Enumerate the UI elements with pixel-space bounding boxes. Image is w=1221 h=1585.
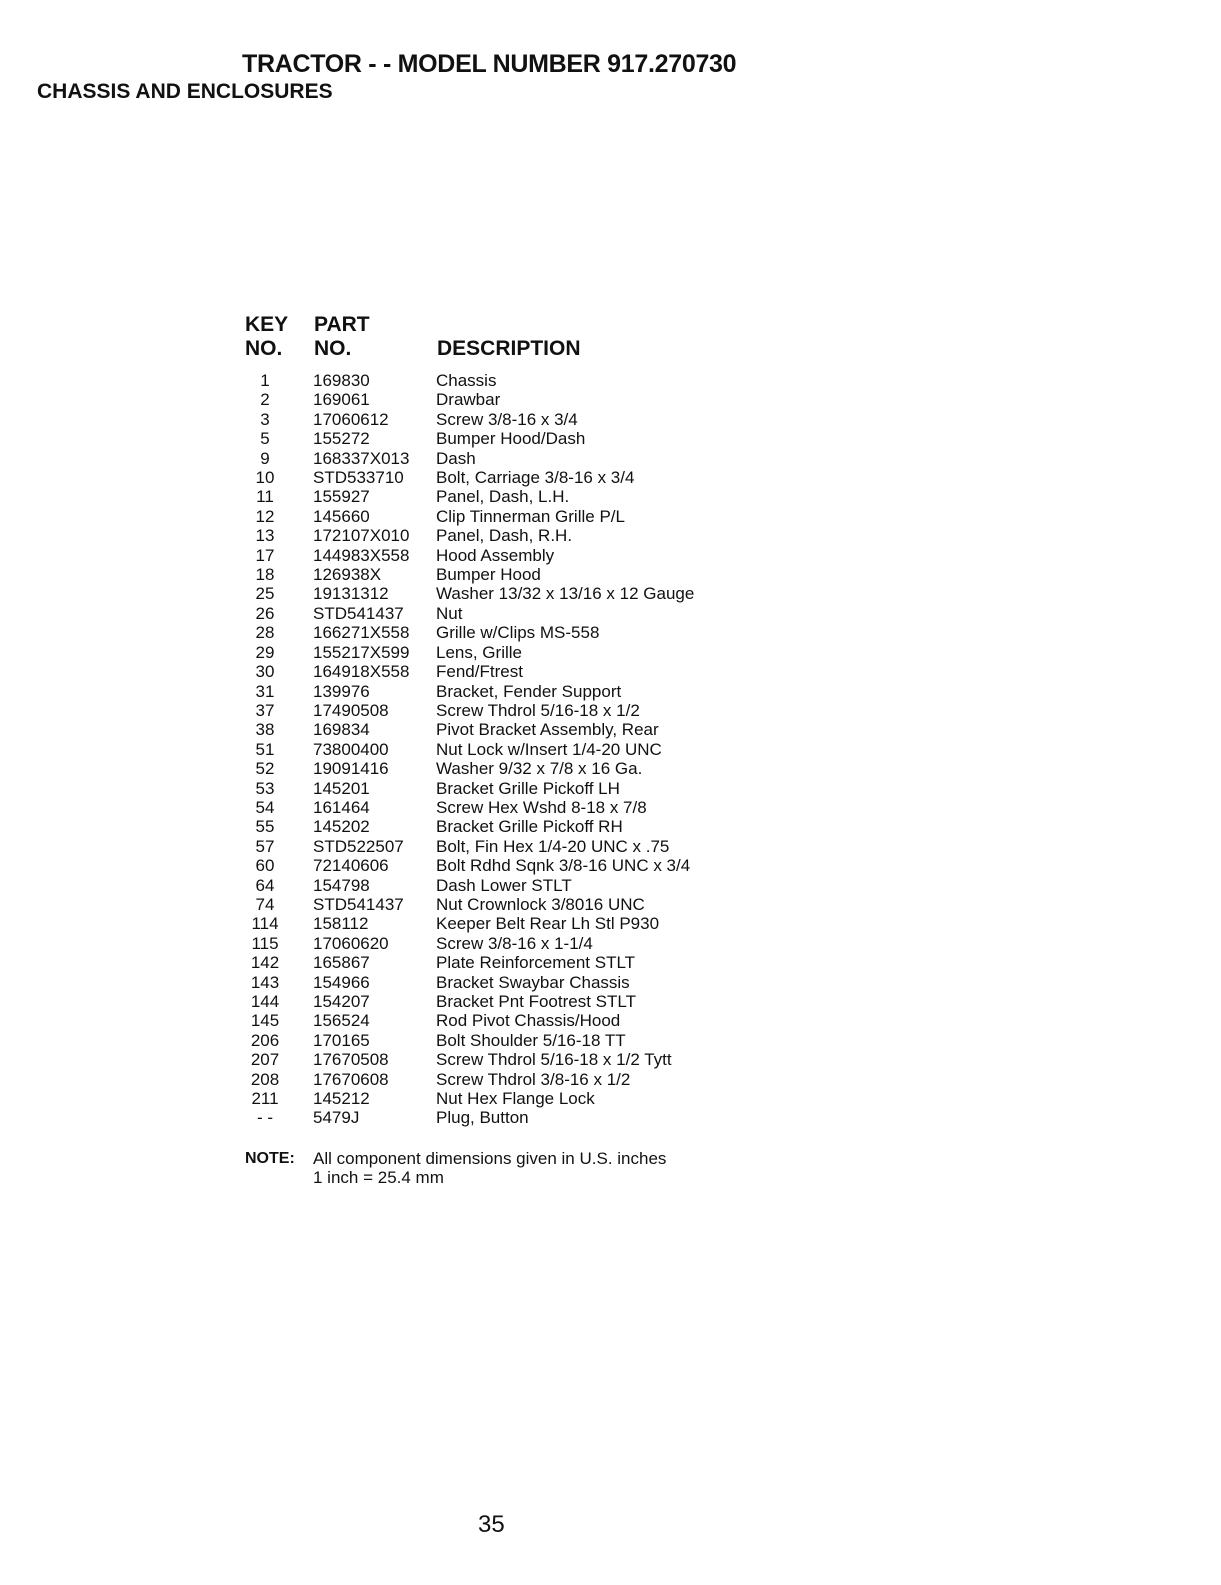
part-description: Nut Lock w/Insert 1/4-20 UNC [436, 739, 662, 759]
key-number: 74 [255, 894, 275, 914]
note-text [313, 1149, 666, 1187]
parts-row [244, 720, 804, 739]
part-description: Screw 3/8-16 x 1-1/4 [436, 933, 593, 953]
parts-row [244, 584, 804, 603]
part-description: Screw Thdrol 5/16-18 x 1/2 [436, 700, 640, 720]
part-number: 170165 [313, 1030, 370, 1050]
parts-row [244, 701, 804, 720]
key-number: 54 [255, 797, 275, 817]
part-description: Chassis [436, 371, 497, 390]
part-description: Keeper Belt Rear Lh Stl P930 [436, 914, 660, 934]
key-number: 38 [255, 720, 275, 740]
parts-row [244, 390, 804, 409]
part-description: Nut [436, 603, 463, 623]
key-number: - - [256, 1108, 274, 1128]
parts-row [244, 487, 804, 506]
key-number: 26 [255, 603, 275, 623]
part-description: Washer 9/32 x 7/8 x 16 Ga. [436, 759, 643, 779]
part-number: 73800400 [313, 739, 389, 759]
parts-row [244, 856, 804, 875]
part-number: 154207 [313, 992, 370, 1011]
parts-row [244, 798, 804, 817]
key-number: 30 [255, 662, 275, 682]
part-description: Bolt, Carriage 3/8-16 x 3/4 [436, 468, 635, 488]
part-number: 166271X558 [313, 623, 410, 643]
part-description: Washer 13/32 x 13/16 x 12 Gauge [436, 584, 695, 604]
part-number: 17670508 [313, 1050, 389, 1070]
parts-row [244, 604, 804, 623]
part-description: Grille w/Clips MS-558 [436, 623, 600, 643]
key-number: 18 [255, 565, 275, 585]
part-description: Pivot Bracket Assembly, Rear [436, 720, 659, 740]
key-number: 51 [255, 739, 275, 759]
key-number: 28 [255, 623, 275, 643]
key-number: 53 [255, 778, 275, 798]
part-description: Drawbar [436, 390, 501, 410]
part-number: 145202 [313, 817, 370, 837]
part-description: Screw Thdrol 5/16-18 x 1/2 Tytt [436, 1050, 672, 1070]
part-description: Panel, Dash, R.H. [436, 526, 573, 546]
note-label: NOTE: [245, 1150, 295, 1167]
part-number: 19131312 [313, 584, 389, 604]
note-line2: 1 inch = 25.4 mm [313, 1168, 444, 1187]
key-number: 37 [255, 700, 275, 720]
parts-row [244, 468, 804, 487]
key-number: 10 [255, 468, 275, 488]
part-number: 169834 [313, 720, 370, 740]
part-description: Fend/Ftrest [436, 662, 523, 682]
part-description: Panel, Dash, L.H. [436, 487, 570, 507]
part-description: Plate Reinforcement STLT [436, 953, 636, 973]
part-description: Plug, Button [436, 1108, 529, 1128]
part-description: Bumper Hood/Dash [436, 429, 586, 449]
part-description: Bracket Grille Pickoff LH [436, 778, 620, 798]
part-number: 145660 [313, 506, 370, 526]
key-number: 55 [255, 817, 275, 837]
part-number: 17490508 [313, 700, 389, 720]
key-number: 13 [255, 526, 275, 546]
part-number: 17670608 [313, 1069, 389, 1089]
parts-row [244, 623, 804, 642]
part-description: Screw Thdrol 3/8-16 x 1/2 [436, 1069, 631, 1089]
parts-row [244, 817, 804, 836]
parts-row [244, 643, 804, 662]
key-number: 64 [255, 875, 275, 895]
part-description: Bracket Grille Pickoff RH [436, 817, 623, 837]
parts-row [244, 1089, 804, 1108]
part-description: Bolt, Fin Hex 1/4-20 UNC x .75 [436, 836, 670, 856]
part-description: Hood Assembly [436, 545, 555, 565]
part-number: 139976 [313, 681, 370, 701]
parts-row [244, 565, 804, 584]
parts-row [244, 934, 804, 953]
part-number: 169830 [313, 371, 370, 390]
key-number: 211 [251, 1089, 279, 1109]
header-part-line2: NO. [314, 337, 352, 360]
part-number: 72140606 [313, 856, 389, 876]
parts-row [244, 992, 804, 1011]
key-number: 52 [255, 759, 275, 779]
key-number: 208 [250, 1069, 280, 1089]
parts-row [244, 953, 804, 972]
key-number: 3 [260, 409, 270, 429]
parts-row [244, 876, 804, 895]
part-number: 126938X [313, 565, 382, 585]
parts-row [244, 759, 804, 778]
parts-row [244, 410, 804, 429]
key-number: 142 [250, 953, 280, 973]
part-description: Bracket Swaybar Chassis [436, 972, 630, 992]
part-number: 145212 [313, 1089, 370, 1109]
parts-list [244, 371, 804, 1128]
part-number: 156524 [313, 1011, 370, 1031]
part-number: 5479J [313, 1108, 360, 1128]
part-number: STD541437 [313, 603, 404, 623]
key-number: 25 [255, 584, 275, 604]
part-description: Clip Tinnerman Grille P/L [436, 506, 625, 526]
part-description: Bolt Rdhd Sqnk 3/8-16 UNC x 3/4 [436, 856, 691, 876]
parts-row [244, 662, 804, 681]
part-number: 172107X010 [313, 526, 410, 546]
part-number: 165867 [313, 953, 370, 973]
part-number: 154966 [313, 972, 370, 992]
parts-row [244, 1031, 804, 1050]
key-number: 31 [255, 681, 275, 701]
part-description: Nut Hex Flange Lock [436, 1089, 595, 1109]
header-description: DESCRIPTION [437, 337, 581, 360]
part-description: Dash [436, 448, 476, 468]
key-number: 29 [255, 642, 275, 662]
parts-row [244, 507, 804, 526]
part-description: Nut Crownlock 3/8016 UNC [436, 894, 645, 914]
parts-row [244, 837, 804, 856]
part-number: STD541437 [313, 894, 404, 914]
parts-row [244, 546, 804, 565]
part-description: Rod Pivot Chassis/Hood [436, 1011, 621, 1031]
part-number: 144983X558 [313, 545, 410, 565]
parts-row [244, 371, 804, 390]
part-description: Screw 3/8-16 x 3/4 [436, 409, 578, 429]
parts-row [244, 1108, 804, 1127]
key-number: 17 [255, 545, 275, 565]
parts-row [244, 740, 804, 759]
parts-row [244, 682, 804, 701]
parts-row [244, 973, 804, 992]
section-title: CHASSIS AND ENCLOSURES [37, 80, 333, 103]
parts-row [244, 1011, 804, 1030]
parts-row [244, 1050, 804, 1069]
key-number: 57 [255, 836, 275, 856]
part-description: Dash Lower STLT [436, 875, 572, 895]
part-number: STD522507 [313, 836, 404, 856]
key-number: 5 [260, 429, 270, 449]
part-description: Bumper Hood [436, 565, 541, 585]
parts-row [244, 449, 804, 468]
key-number: 144 [250, 992, 280, 1011]
parts-row [244, 779, 804, 798]
key-number: 12 [255, 506, 275, 526]
part-number: 145201 [313, 778, 370, 798]
parts-row [244, 429, 804, 448]
part-number: 155217X599 [313, 642, 410, 662]
part-description: Bracket, Fender Support [436, 681, 622, 701]
key-number: 9 [260, 448, 270, 468]
part-number: 154798 [313, 875, 370, 895]
key-number: 207 [250, 1050, 280, 1070]
part-number: 155272 [313, 429, 370, 449]
key-number: 114 [251, 914, 279, 934]
part-number: 19091416 [313, 759, 389, 779]
part-number: 168337X013 [313, 448, 410, 468]
part-description: Lens, Grille [436, 642, 522, 662]
key-number: 60 [255, 856, 275, 876]
part-number: STD533710 [313, 468, 404, 488]
key-number: 206 [250, 1030, 280, 1050]
key-number: 11 [256, 487, 274, 507]
part-number: 158112 [313, 914, 369, 934]
key-number: 1 [260, 371, 270, 390]
parts-row [244, 1070, 804, 1089]
page-number: 35 [478, 1511, 505, 1538]
part-description: Bolt Shoulder 5/16-18 TT [436, 1030, 626, 1050]
key-number: 2 [260, 390, 270, 410]
part-number: 164918X558 [313, 662, 410, 682]
part-number: 17060620 [313, 933, 389, 953]
part-number: 161464 [313, 797, 370, 817]
parts-row [244, 895, 804, 914]
part-description: Screw Hex Wshd 8-18 x 7/8 [436, 797, 647, 817]
header-key-line2: NO. [245, 337, 283, 360]
header-part-line1: PART [314, 313, 370, 336]
key-number: 145 [250, 1011, 280, 1031]
parts-row [244, 914, 804, 933]
key-number: 143 [250, 972, 280, 992]
part-number: 169061 [313, 390, 370, 410]
part-description: Bracket Pnt Footrest STLT [436, 992, 636, 1011]
key-number: 115 [251, 933, 279, 953]
parts-row [244, 526, 804, 545]
part-number: 17060612 [313, 409, 389, 429]
part-number: 155927 [313, 487, 370, 507]
note-line1: All component dimensions given in U.S. inches [313, 1149, 667, 1168]
page-title: TRACTOR - - MODEL NUMBER 917.270730 [242, 50, 737, 78]
header-key-line1: KEY [245, 313, 289, 336]
